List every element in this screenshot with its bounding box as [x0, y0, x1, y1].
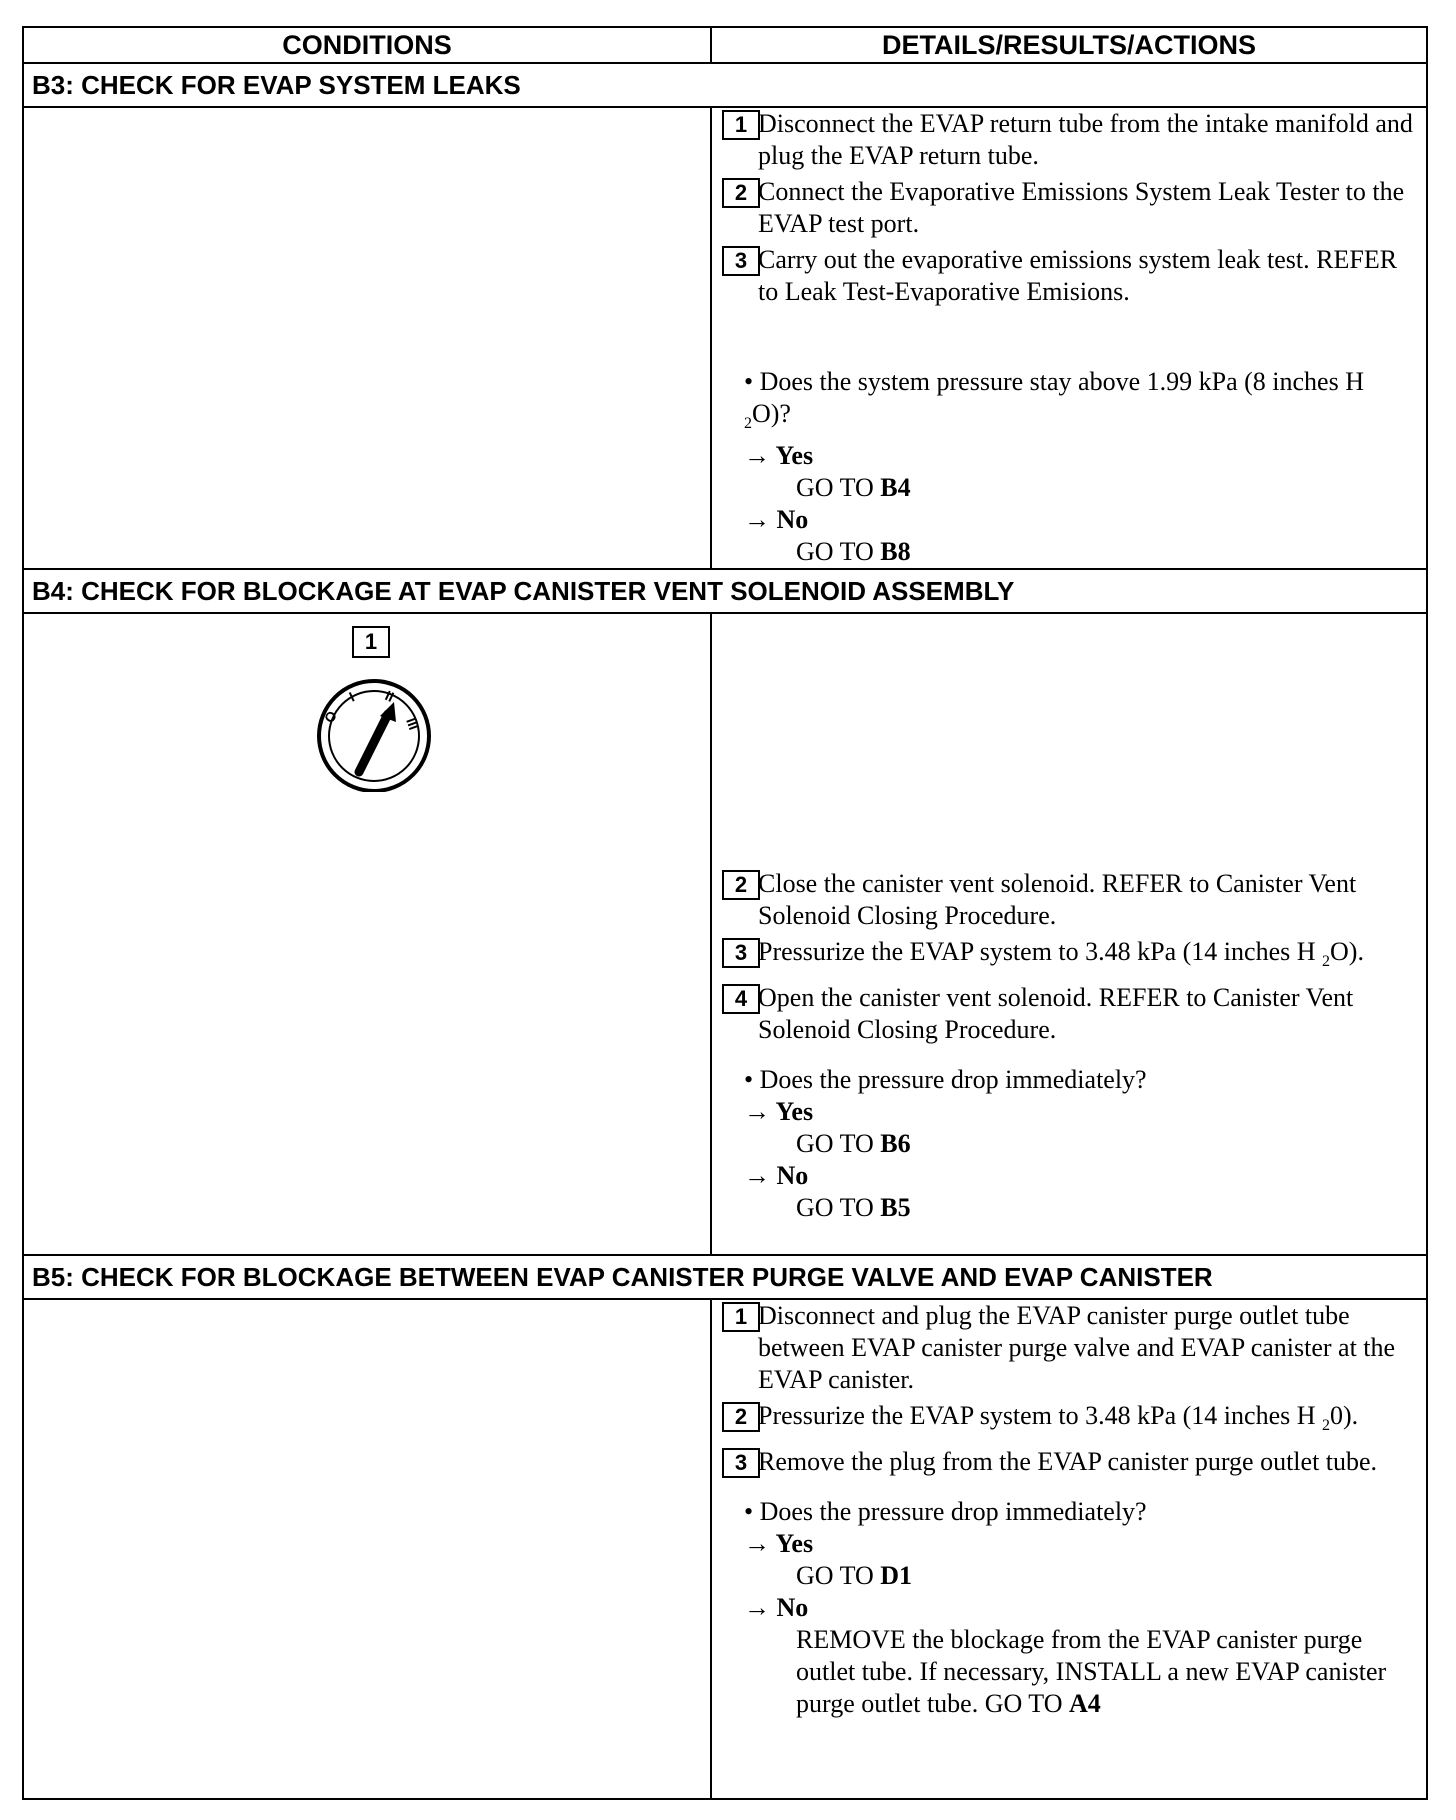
- b3-step-3: [712, 244, 1418, 308]
- b3-title-row: [23, 63, 1427, 107]
- conditions-header: CONDITIONS: [23, 27, 711, 63]
- b3-no-action: [712, 536, 1426, 568]
- b3-yes-label: → Yes: [744, 441, 814, 470]
- goto-text: GO TO: [796, 537, 874, 566]
- question-text-end: O)?: [752, 399, 791, 428]
- step-text-end: 0).: [1330, 1401, 1359, 1430]
- details-header: DETAILS/RESULTS/ACTIONS: [711, 27, 1427, 63]
- goto-text: GO TO: [796, 1561, 874, 1590]
- step-number-box: 3: [722, 1448, 760, 1478]
- step-number-box: 1: [722, 110, 760, 140]
- step-text: Close the canister vent solenoid. REFER to Canister Vent Solenoid Closing Procedure.: [758, 869, 1357, 930]
- b4-yes-label: → Yes: [744, 1097, 814, 1126]
- step-text: Carry out the evaporative emissions system leak test. REFER to Leak Test-Evaporative Emisions.: [758, 245, 1398, 306]
- ignition-label-1: I: [346, 688, 357, 705]
- subscript: 2: [1322, 953, 1331, 970]
- goto-target: A4: [1068, 1689, 1101, 1718]
- b4-body-row: [23, 613, 1427, 1255]
- goto-text: GO TO: [984, 1689, 1063, 1718]
- b5-details-cell: [711, 1299, 1427, 1799]
- goto-text: GO TO: [796, 1129, 874, 1158]
- b4-question: • Does the pressure drop immediately?: [744, 1065, 1147, 1094]
- step-number-box: 1: [352, 626, 390, 658]
- b5-step-3: [712, 1446, 1418, 1478]
- ignition-switch-icon: [314, 672, 434, 792]
- step-number-box: 4: [722, 984, 760, 1014]
- b4-step-2: [712, 868, 1418, 932]
- b3-no-label: → No: [744, 505, 809, 534]
- step-text: Disconnect the EVAP return tube from the intake manifold and plug the EVAP return tube.: [758, 109, 1413, 170]
- question-text: • Does the system pressure stay above 1.99 kPa (8 inches H: [744, 367, 1364, 396]
- b5-question: • Does the pressure drop immediately?: [744, 1497, 1147, 1526]
- b5-conditions-cell: [23, 1299, 711, 1799]
- goto-target: B6: [880, 1129, 911, 1158]
- subscript: 2: [1322, 1417, 1331, 1434]
- step-text: Disconnect and plug the EVAP canister purge outlet tube between EVAP canister purge valve and EVAP canister at the EVAP canister.: [758, 1301, 1396, 1394]
- goto-target: B5: [880, 1193, 911, 1222]
- b3-conditions-cell: [23, 107, 711, 569]
- b4-conditions-cell: [23, 613, 711, 1255]
- b5-yes-action: [712, 1560, 1426, 1592]
- step-number-box: 3: [722, 246, 760, 276]
- step-number-box: 2: [722, 1402, 760, 1432]
- goto-target: D1: [880, 1561, 913, 1590]
- b3-details-cell: [711, 107, 1427, 569]
- b4-yes-action: [712, 1128, 1426, 1160]
- b5-yes-label: → Yes: [744, 1529, 814, 1558]
- b4-details-cell: [711, 613, 1427, 1255]
- b5-body-row: [23, 1299, 1427, 1799]
- procedure-page: [22, 26, 1426, 1800]
- ignition-label-2: II: [382, 687, 397, 706]
- b5-title: B5: CHECK FOR BLOCKAGE BETWEEN EVAP CANISTER PURGE VALVE AND EVAP CANISTER: [23, 1255, 1427, 1299]
- goto-target: B4: [880, 473, 911, 502]
- b3-body-row: [23, 107, 1427, 569]
- b3-title: B3: CHECK FOR EVAP SYSTEM LEAKS: [23, 63, 1427, 107]
- b4-step-4: [712, 982, 1418, 1046]
- goto-target: B8: [880, 537, 911, 566]
- b5-no-label: → No: [744, 1593, 809, 1622]
- ignition-label-off: O: [320, 708, 341, 726]
- b4-title: B4: CHECK FOR BLOCKAGE AT EVAP CANISTER VENT SOLENOID ASSEMBLY: [23, 569, 1427, 613]
- b4-title-row: [23, 569, 1427, 613]
- step-text: Pressurize the EVAP system to 3.48 kPa (14 inches H: [758, 1401, 1323, 1430]
- step-number-box: 1: [722, 1302, 760, 1332]
- goto-text: GO TO: [796, 1193, 874, 1222]
- step-number-box: 2: [722, 178, 760, 208]
- ignition-label-3: III: [403, 715, 423, 732]
- step-text-end: O).: [1330, 937, 1364, 966]
- header-row: [23, 27, 1427, 63]
- diagnostic-table: [22, 26, 1428, 1800]
- step-number-box: 3: [722, 938, 760, 968]
- b3-step-2: [712, 176, 1418, 240]
- b3-question: [712, 366, 1426, 440]
- step-text: Open the canister vent solenoid. REFER to Canister Vent Solenoid Closing Procedure.: [758, 983, 1354, 1044]
- b5-step-2: [712, 1400, 1418, 1442]
- goto-text: GO TO: [796, 473, 874, 502]
- action-text: REMOVE the blockage from the EVAP canister purge outlet tube. If necessary, INSTALL a new EVAP canister purge outlet tube.: [796, 1625, 1387, 1718]
- step-text: Connect the Evaporative Emissions System Leak Tester to the EVAP test port.: [758, 177, 1405, 238]
- b4-no-action: [712, 1192, 1426, 1224]
- b5-title-row: [23, 1255, 1427, 1299]
- subscript: 2: [744, 415, 752, 432]
- b5-no-action: [712, 1624, 1426, 1720]
- b4-step-3: [712, 936, 1418, 978]
- b3-step-1: [712, 108, 1418, 172]
- step-text: Remove the plug from the EVAP canister purge outlet tube.: [758, 1447, 1378, 1476]
- b4-no-label: → No: [744, 1161, 809, 1190]
- step-number-box: 2: [722, 870, 760, 900]
- b3-yes-action: [712, 472, 1426, 504]
- b5-step-1: [712, 1300, 1418, 1396]
- step-text: Pressurize the EVAP system to 3.48 kPa (14 inches H: [758, 937, 1323, 966]
